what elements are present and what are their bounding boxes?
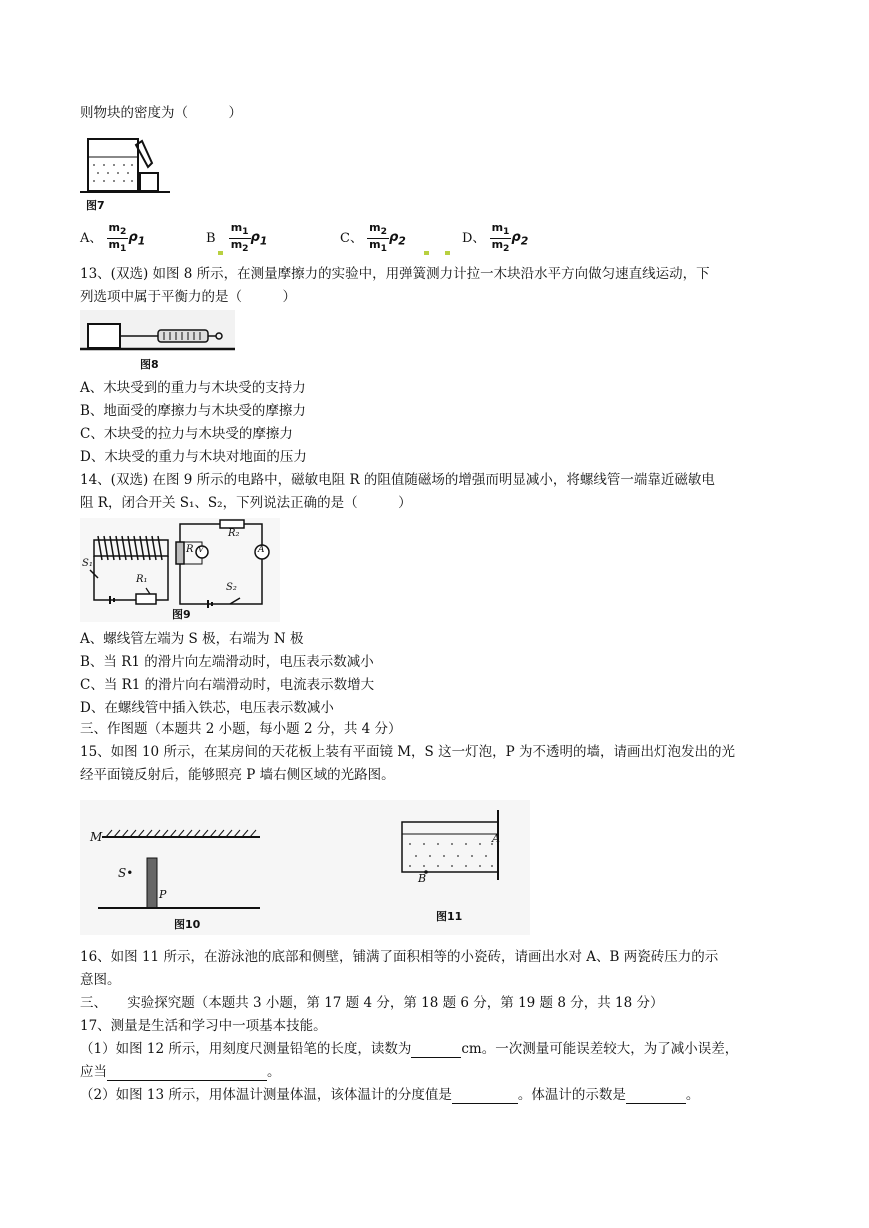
fig10-s-label: S•: [118, 866, 134, 880]
q17-part1-line2: 应当 。: [80, 1064, 281, 1080]
figure-10-label: 图10: [174, 918, 201, 931]
figure-7: [80, 133, 170, 217]
section-3-heading: 三、作图题（本题共 2 小题，每小题 2 分，共 4 分）: [80, 721, 402, 737]
fig11-a-label: A: [492, 832, 500, 845]
q12-option-d: D、 $\frac{m_1}{m_2}$ $\rho_2$: [462, 221, 529, 255]
q14-option-d: D、在螺线管中插入铁芯，电压表示数减小: [80, 700, 334, 716]
answer-blank-reading-temp[interactable]: [626, 1089, 686, 1104]
figure-7-label: 图7: [86, 199, 105, 212]
q12-stem: 则物块的密度为（ ）: [80, 105, 242, 121]
q17-stem: 17、测量是生活和学习中一项基本技能。: [80, 1018, 327, 1034]
q16-stem-line1: 16、如图 11 所示，在游泳池的底部和侧壁，铺满了面积相等的小瓷砖，请画出水对 A、B 两瓷砖压力的示: [80, 949, 719, 965]
q16-stem-line2: 意图。: [80, 972, 121, 988]
fig9-r: R: [186, 544, 194, 555]
fig11-b-label: B: [418, 872, 427, 885]
fig9-r2: R₂: [228, 528, 240, 539]
q14-option-a: A、螺线管左端为 S 极，右端为 N 极: [80, 631, 304, 647]
q13-option-d: D、木块受的重力与木块对地面的压力: [80, 449, 307, 465]
q13-option-b: B、地面受的摩擦力与木块受的摩擦力: [80, 403, 306, 419]
q17-part2: （2）如图 13 所示，用体温计测量体温，该体温计的分度值是 。体温计的示数是 。: [80, 1087, 700, 1103]
fig9-v: V: [198, 545, 204, 554]
fig9-s1: S₁: [82, 558, 93, 569]
fig10-m-label: M: [90, 830, 103, 844]
q15-stem-line2: 经平面镜反射后，能够照亮 P 墙右侧区域的光路图。: [80, 767, 395, 783]
q12-option-a: A、 $\frac{m_2}{m_1}$ $\rho_1$: [80, 221, 146, 255]
q13-stem-line1: 13、(双选) 如图 8 所示，在测量摩擦力的实验中，用弹簧测力计拉一木块沿水平方向做匀速直线运动，下: [80, 266, 710, 282]
fig9-s2: S₂: [226, 582, 237, 593]
q12-option-b: B $\frac{m_1}{m_2}$ $\rho_1$: [206, 221, 268, 255]
figure-9: [80, 518, 280, 622]
figure-11-label: 图11: [436, 910, 463, 923]
fig10-p-label: P: [159, 888, 167, 901]
q13-option-c: C、木块受的拉力与木块受的摩擦力: [80, 426, 293, 442]
answer-blank-method[interactable]: [107, 1066, 267, 1081]
q14-stem-line1: 14、(双选) 在图 9 所示的电路中，磁敏电阻 R 的阻值随磁场的增强而明显减小，将螺线管一端靠近磁敏电: [80, 472, 715, 488]
q14-option-c: C、当 R1 的滑片向右端滑动时，电流表示数增大: [80, 677, 375, 693]
q12-option-c: C、 $\frac{m_2}{m_1}$ $\rho_2$: [340, 222, 452, 255]
answer-blank-reading[interactable]: [411, 1043, 461, 1058]
q15-stem-line1: 15、如图 10 所示，在某房间的天花板上装有平面镜 M，S 这一灯泡，P 为不透明的墙，请画出灯泡发出的光: [80, 744, 735, 760]
answer-blank-division[interactable]: [452, 1089, 518, 1104]
figure-9-label: 图9: [172, 608, 191, 621]
q17-part1-line1: （1）如图 12 所示，用刻度尺测量铅笔的长度，读数为 cm。一次测量可能误差较大，为了减小误差，: [80, 1041, 739, 1057]
fig9-a: A: [258, 545, 265, 555]
section-4-heading: 三、 实验探究题（本题共 3 小题，第 17 题 4 分，第 18 题 6 分，第 19 题 8 分，共 18 分）: [80, 995, 664, 1011]
q13-option-a: A、木块受到的重力与木块受的支持力: [80, 380, 306, 396]
fig9-r1: R₁: [136, 574, 148, 585]
q14-option-b: B、当 R1 的滑片向左端滑动时，电压表示数减小: [80, 654, 374, 670]
figure-10-11: [80, 800, 530, 935]
q13-stem-line2: 列选项中属于平衡力的是（ ）: [80, 289, 296, 305]
q14-stem-line2: 阻 R，闭合开关 S₁、S₂，下列说法正确的是（ ）: [80, 495, 412, 511]
figure-8-label: 图8: [140, 358, 159, 371]
figure-8: [80, 310, 235, 374]
